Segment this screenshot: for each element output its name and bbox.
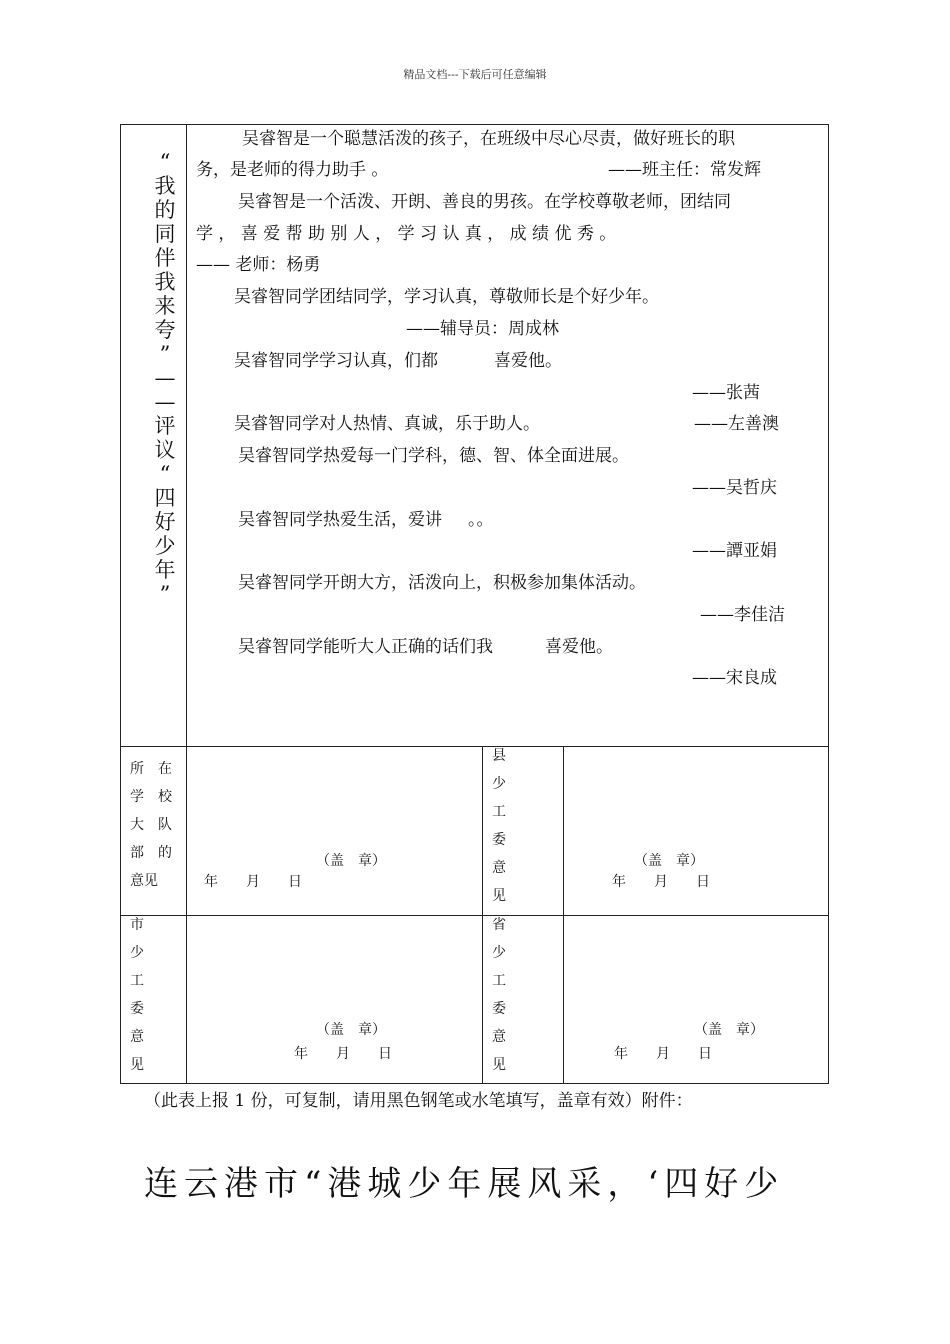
divider bbox=[563, 746, 564, 1084]
vertical-title-char: 来 bbox=[154, 294, 176, 318]
label-row: 意见 bbox=[130, 873, 158, 889]
vertical-title-char: — bbox=[154, 366, 176, 390]
vertical-title-char: 伴 bbox=[154, 246, 176, 270]
comment-line: 吴睿智同学团结同学，学习认真，尊敬师长是个好少年。 bbox=[234, 287, 659, 307]
divider bbox=[120, 915, 829, 916]
vertical-title-char: “ bbox=[159, 462, 171, 486]
label-char: 见 bbox=[492, 1057, 506, 1073]
signature: ——班主任：常发辉 bbox=[608, 160, 761, 180]
divider bbox=[120, 746, 829, 747]
signature: ——譚亚娟 bbox=[692, 541, 777, 561]
divider bbox=[186, 124, 187, 1084]
vertical-title-char: 四 bbox=[154, 486, 176, 510]
label-char: 县 bbox=[492, 748, 506, 764]
comment-line: 吴睿智同学开朗大方，活泼向上，积极参加集体活动。 bbox=[238, 573, 646, 593]
comment-line: 喜爱他。 bbox=[494, 351, 562, 371]
comment-line: 吴睿智是一个聪慧活泼的孩子，在班级中尽心尽责，做好班长的职 bbox=[242, 129, 735, 149]
section-title-vertical bbox=[150, 150, 180, 606]
vertical-title-char: 少 bbox=[154, 534, 176, 558]
signature: ——李佳洁 bbox=[700, 605, 785, 625]
school-opinion-label bbox=[130, 755, 172, 895]
seal-label: （盖 章） bbox=[316, 853, 386, 869]
label-char: 意 bbox=[130, 1029, 144, 1045]
label-row: 所 在 bbox=[130, 761, 172, 777]
vertical-title-char: 好 bbox=[154, 510, 176, 534]
signature: ——张茜 bbox=[692, 383, 760, 403]
province-opinion-label bbox=[492, 911, 506, 1079]
label-char: 少 bbox=[492, 776, 506, 792]
vertical-title-char: 年 bbox=[154, 558, 176, 582]
date-label: 年 月 日 bbox=[614, 1046, 712, 1062]
label-char: 工 bbox=[492, 973, 506, 989]
label-char: 意 bbox=[492, 860, 506, 876]
comment-line: 吴睿智同学能听大人正确的话们我 bbox=[238, 637, 493, 657]
vertical-title-char: ” bbox=[159, 582, 171, 606]
signature: ——左善澳 bbox=[694, 414, 779, 434]
comment-line: 学 ， 喜 爱 帮 助 别 人 ， 学 习 认 真 ， 成 绩 优 秀 。 bbox=[196, 224, 617, 244]
vertical-title-char: 同 bbox=[154, 222, 176, 246]
vertical-title-char: “ bbox=[159, 150, 171, 174]
date-label: 年 月 日 bbox=[294, 1046, 392, 1062]
vertical-title-char: 评 bbox=[154, 414, 176, 438]
comment-line: 务，是老师的得力助手 。 bbox=[196, 160, 389, 180]
comment-line: 吴睿智同学热爱生活，爱讲 bbox=[238, 510, 442, 530]
label-char: 市 bbox=[130, 917, 144, 933]
label-char: 少 bbox=[492, 945, 506, 961]
date-label: 年 月 日 bbox=[612, 874, 710, 890]
comment-line: 喜爱他。 bbox=[545, 637, 613, 657]
signature: ——辅导员：周成林 bbox=[406, 319, 559, 339]
vertical-title-char: 议 bbox=[154, 438, 176, 462]
label-row: 大 队 bbox=[130, 817, 172, 833]
county-opinion-label bbox=[492, 742, 506, 910]
comment-line: 吴睿智同学学习认真，们都 bbox=[234, 351, 438, 371]
footnote: （此表上报 1 份，可复制，请用黑色钢笔或水笔填写，盖章有效）附件： bbox=[144, 1091, 693, 1111]
city-opinion-label bbox=[130, 911, 144, 1079]
label-char: 委 bbox=[130, 1001, 144, 1017]
label-char: 委 bbox=[492, 1001, 506, 1017]
vertical-title-char: 的 bbox=[154, 198, 176, 222]
label-char: 少 bbox=[130, 945, 144, 961]
label-row: 学 校 bbox=[130, 789, 172, 805]
signature: —— 老师：杨勇 bbox=[196, 255, 321, 275]
label-char: 委 bbox=[492, 832, 506, 848]
label-char: 意 bbox=[492, 1029, 506, 1045]
header-note: 精品文档---下载后可任意编辑 bbox=[403, 68, 547, 81]
vertical-title-char: ” bbox=[159, 342, 171, 366]
comment-line: 。。 bbox=[468, 510, 494, 530]
seal-label: （盖 章） bbox=[694, 1022, 764, 1038]
vertical-title-char: 我 bbox=[154, 270, 176, 294]
date-label: 年 月 日 bbox=[204, 874, 302, 890]
comment-line: 吴睿智同学热爱每一门学科，德、智、体全面进展。 bbox=[238, 446, 629, 466]
vertical-title-char: 我 bbox=[154, 174, 176, 198]
vertical-title-char: 夸 bbox=[154, 318, 176, 342]
label-char: 见 bbox=[492, 888, 506, 904]
label-char: 工 bbox=[130, 973, 144, 989]
vertical-title-char: — bbox=[154, 390, 176, 414]
signature: ——宋良成 bbox=[692, 668, 777, 688]
signature: ——吴哲庆 bbox=[692, 478, 777, 498]
label-row: 部 的 bbox=[130, 845, 172, 861]
label-char: 省 bbox=[492, 917, 506, 933]
seal-label: （盖 章） bbox=[316, 1022, 386, 1038]
comment-line: 吴睿智是一个活泼、开朗、善良的男孩。在学校尊敬老师，团结同 bbox=[238, 192, 731, 212]
divider bbox=[482, 746, 483, 1084]
document-title: 连云港市“港城少年展风采，‘四好少 bbox=[144, 1164, 785, 1204]
label-char: 见 bbox=[130, 1057, 144, 1073]
comment-line: 吴睿智同学对人热情、真诚，乐于助人。 bbox=[234, 414, 540, 434]
seal-label: （盖 章） bbox=[634, 853, 704, 869]
label-char: 工 bbox=[492, 804, 506, 820]
